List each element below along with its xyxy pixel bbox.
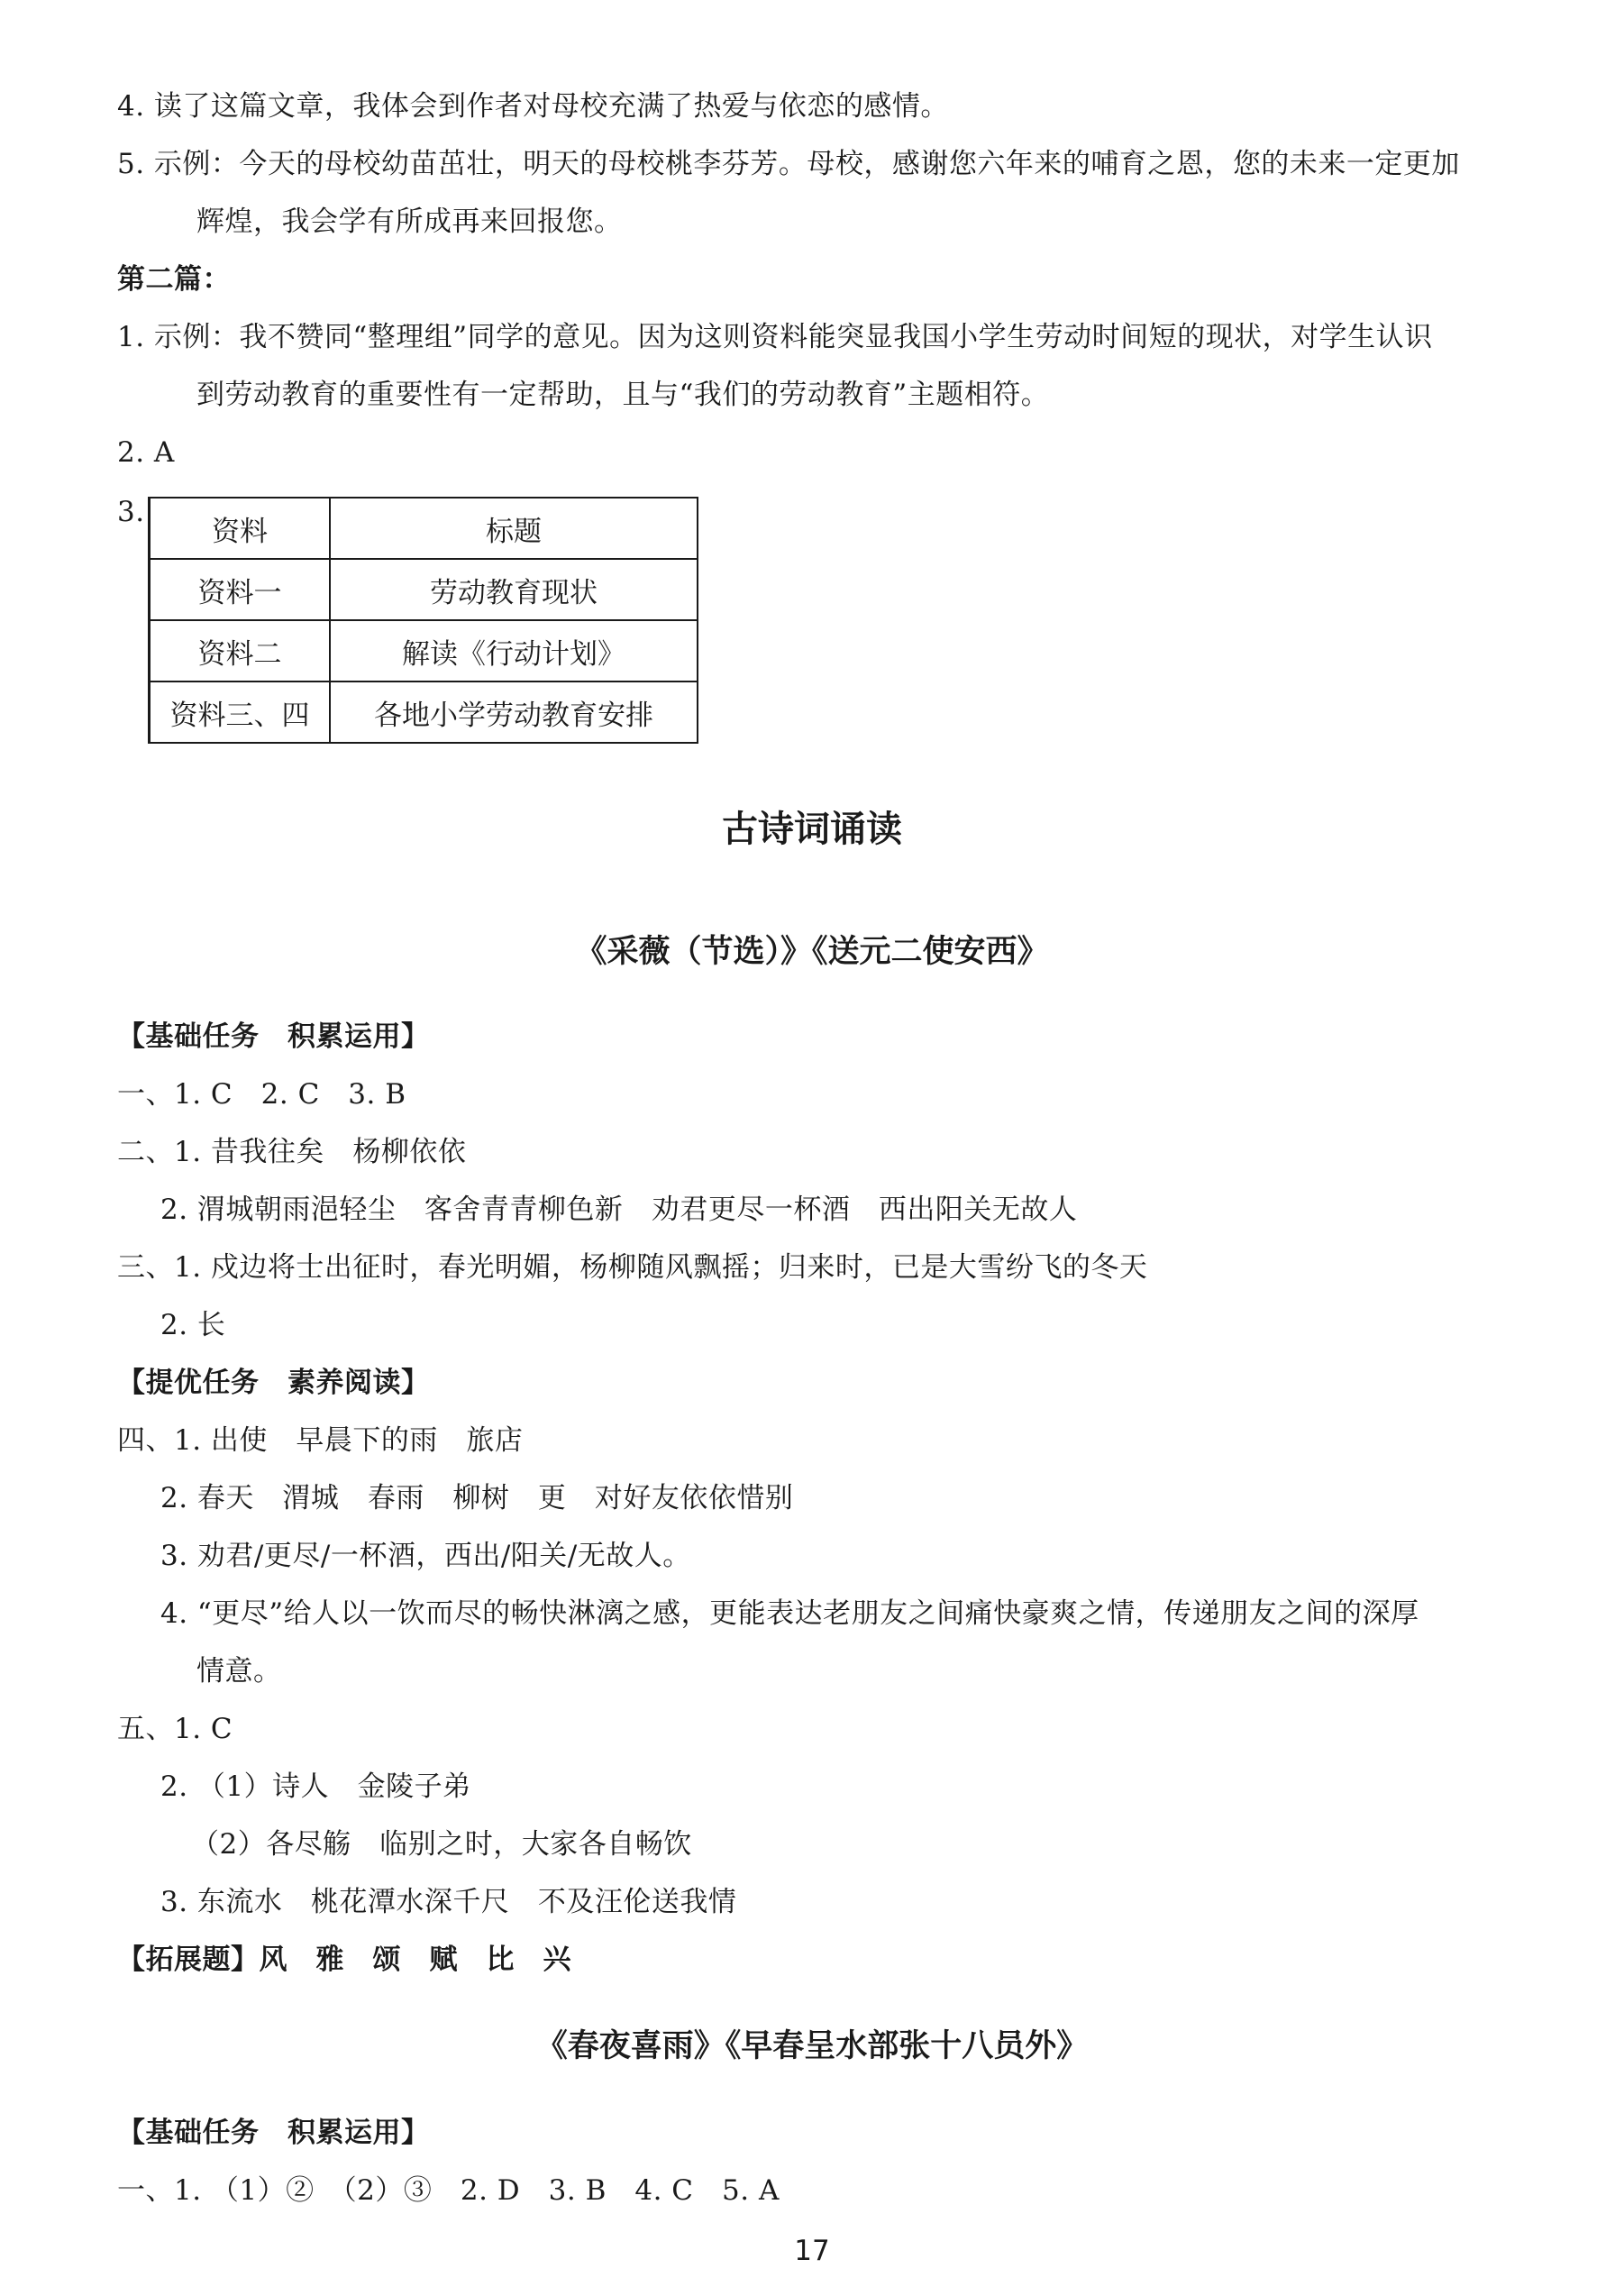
table-cell: 劳动教育现状 xyxy=(330,559,698,620)
part2-answer-3-label: 3. xyxy=(117,496,145,528)
table-cell: 各地小学劳动教育安排 xyxy=(330,681,698,743)
part-two-label: 第二篇： xyxy=(117,263,231,296)
page-number: 17 xyxy=(794,2235,830,2267)
answer-line: 二、1. 昔我往矣 杨柳依依 xyxy=(117,1136,467,1168)
answer-line: 2. 春天 渭城 春雨 柳树 更 对好友依依惜别 xyxy=(160,1482,794,1514)
answer-line: 3. 东流水 桃花潭水深千尺 不及汪伦送我情 xyxy=(160,1886,737,1918)
answer-line: 2. 渭城朝雨浥轻尘 客舍青青柳色新 劝君更尽一杯酒 西出阳关无故人 xyxy=(160,1194,1078,1226)
table-row xyxy=(150,681,698,743)
answer-line-5-cont: 辉煌，我会学有所成再来回报您。 xyxy=(196,206,623,238)
answer-line-4: 4. 读了这篇文章，我体会到作者对母校充满了热爱与依恋的感情。 xyxy=(117,90,949,123)
section-heading: 古诗词诵读 xyxy=(722,809,902,850)
table-row xyxy=(150,559,698,620)
task-heading: 【提优任务 素养阅读】 xyxy=(117,1367,430,1399)
table-header-cell: 资料 xyxy=(150,498,331,559)
answer-line: 2. 长 xyxy=(160,1309,226,1341)
answer-line-5: 5. 示例：今天的母校幼苗茁壮，明天的母校桃李芬芳。母校，感谢您六年来的哺育之恩，您的未来一定更加 xyxy=(117,148,1460,180)
table-header-cell: 标题 xyxy=(330,498,698,559)
table-cell: 资料一 xyxy=(150,559,331,620)
answer-line: 2. （1）诗人 金陵子弟 xyxy=(160,1770,471,1803)
poem-title-1: 《采薇（节选）》《送元二使安西》 xyxy=(575,934,1049,970)
table-row xyxy=(150,620,698,681)
answer-line: 一、1. （1）② （2）③ 2. D 3. B 4. C 5. A xyxy=(117,2174,780,2207)
task-heading: 【基础任务 积累运用】 xyxy=(117,1020,430,1053)
part2-answer-1-cont: 到劳动教育的重要性有一定帮助，且与“我们的劳动教育”主题相符。 xyxy=(196,379,1050,411)
table-cell: 资料三、四 xyxy=(150,681,331,743)
poem-title-2: 《春夜喜雨》《早春呈水部张十八员外》 xyxy=(535,2028,1089,2064)
answer-line: （2）各尽觞 临别之时，大家各自畅饮 xyxy=(191,1828,692,1861)
answer-line: 3. 劝君/更尽/一杯酒，西出/阳关/无故人。 xyxy=(160,1540,691,1572)
answer-line: 四、1. 出使 早晨下的雨 旅店 xyxy=(117,1424,524,1457)
table-header-row xyxy=(150,498,698,559)
extension-answer: 【拓展题】风 雅 颂 赋 比 兴 xyxy=(117,1944,571,1976)
table-cell: 资料二 xyxy=(150,620,331,681)
part2-answer-2: 2. A xyxy=(117,436,175,469)
materials-table xyxy=(148,497,698,744)
answer-line: 4. “更尽”给人以一饮而尽的畅快淋漓之感，更能表达老朋友之间痛快豪爽之情，传递朋友之间的深厚 xyxy=(160,1597,1419,1630)
answer-line: 三、1. 戍边将士出征时，春光明媚，杨柳随风飘摇；归来时，已是大雪纷飞的冬天 xyxy=(117,1251,1148,1284)
part2-answer-1: 1. 示例：我不赞同“整理组”同学的意见。因为这则资料能突显我国小学生劳动时间短的现状，对学生认识 xyxy=(117,321,1433,353)
task-heading: 【基础任务 积累运用】 xyxy=(117,2117,430,2149)
table-cell: 解读《行动计划》 xyxy=(330,620,698,681)
answer-line: 情意。 xyxy=(196,1655,282,1688)
answer-line: 五、1. C xyxy=(117,1713,233,1745)
answer-line: 一、1. C 2. C 3. B xyxy=(117,1078,406,1111)
